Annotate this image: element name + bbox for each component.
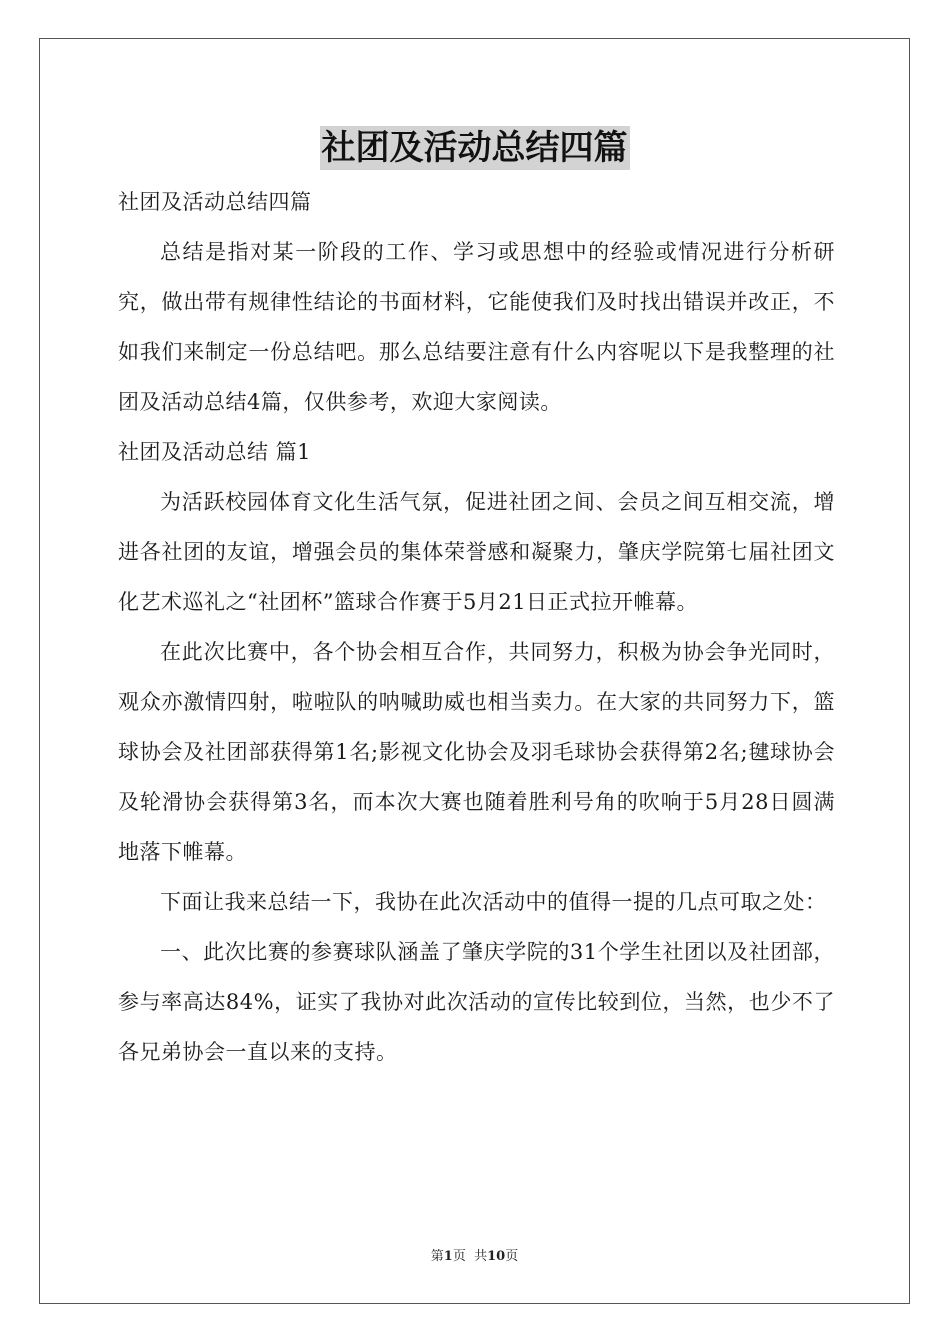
document-body xyxy=(118,177,835,1077)
body-paragraph-2: 在此次比赛中，各个协会相互合作，共同努力，积极为协会争光同时，观众亦激情四射，啦啦队的呐喊助威也相当卖力。在大家的共同努力下，篮球协会及社团部获得第1名;影视文化协会及羽毛球协会获得第2名;毽球协会及轮滑协会获得第3名，而本次大赛也随着胜利号角的吹响于5月28日圆满地落下帷幕。 xyxy=(118,640,835,864)
body-paragraph-4: 一、此次比赛的参赛球队涵盖了肇庆学院的31个学生社团以及社团部，参与率高达84%，证实了我协对此次活动的宣传比较到位，当然，也少不了各兄弟协会一直以来的支持。 xyxy=(118,940,835,1064)
footer-suffix: 页 xyxy=(505,1249,519,1264)
footer-mid: 页 共 xyxy=(452,1249,488,1264)
body-paragraph-3: 下面让我来总结一下，我协在此次活动中的值得一提的几点可取之处： xyxy=(160,890,827,914)
document-subtitle: 社团及活动总结四篇 xyxy=(118,190,312,214)
section-heading: 社团及活动总结 篇1 xyxy=(118,440,312,464)
footer-current-page: 1 xyxy=(443,1249,453,1264)
body-paragraph-1: 为活跃校园体育文化生活气氛，促进社团之间、会员之间互相交流，增进各社团的友谊，增强会员的集体荣誉感和凝聚力，肇庆学院第七届社团文化艺术巡礼之“社团杯”篮球合作赛于5月21日正式拉开帷幕。 xyxy=(118,490,835,614)
page-footer xyxy=(40,1245,909,1264)
document-page xyxy=(39,38,910,1304)
document-title: 社团及活动总结四篇 xyxy=(321,128,628,168)
footer-prefix: 第 xyxy=(430,1249,444,1264)
title-container xyxy=(40,126,909,170)
intro-paragraph: 总结是指对某一阶段的工作、学习或思想中的经验或情况进行分析研究，做出带有规律性结论的书面材料，它能使我们及时找出错误并改正，不如我们来制定一份总结吧。那么总结要注意有什么内容呢以下是我整理的社团及活动总结4篇，仅供参考，欢迎大家阅读。 xyxy=(118,240,835,414)
footer-total-pages: 10 xyxy=(487,1249,506,1264)
